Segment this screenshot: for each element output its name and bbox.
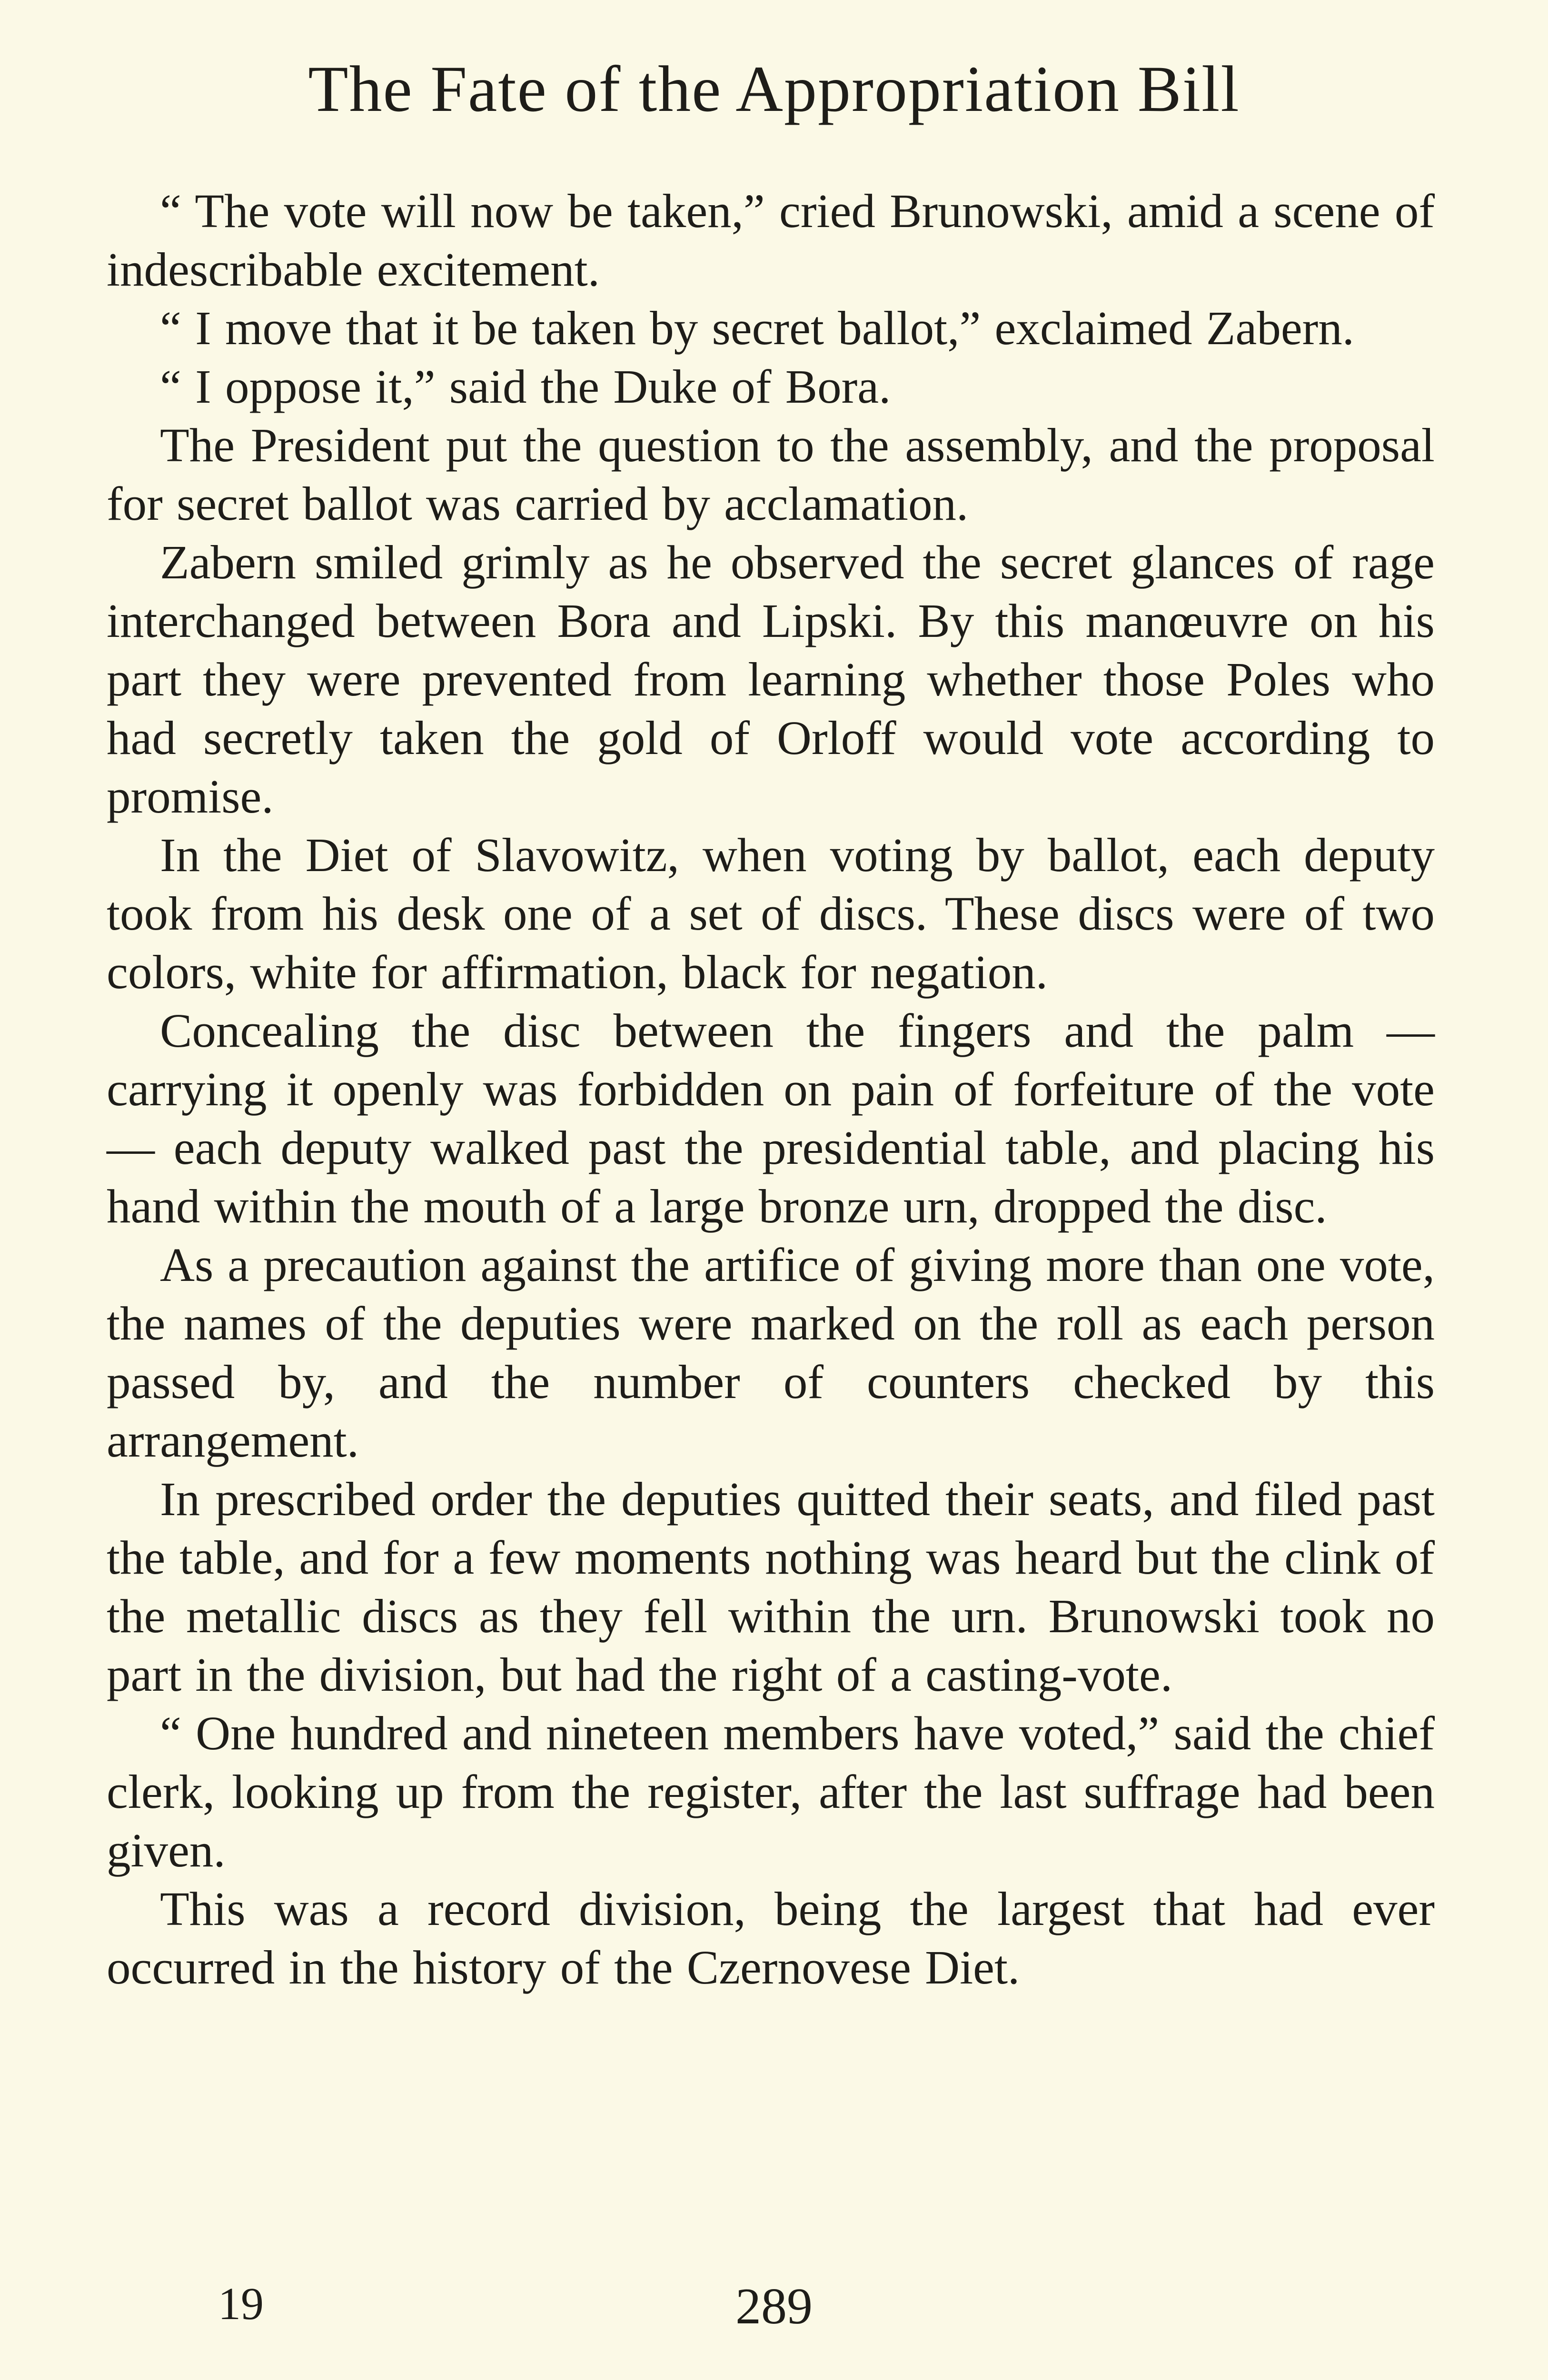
paragraph: “ The vote will now be taken,” cried Brunowski, amid a scene of indescribable excitement. [107,184,1435,296]
body-text [107,182,1435,1997]
paragraph: Zabern smiled grimly as he observed the secret glances of rage interchanged between Bora and Lipski. By this manœuvre on his part they were prevented from learning whether those Poles who had secretly taken the gold of Orloff would vote according to promise. [107,536,1435,823]
paragraph: “ I move that it be taken by secret ballot,” exclaimed Zabern. [160,301,1355,355]
paragraph: This was a record division, being the largest that had ever occurred in the history of the Czernovese Diet. [107,1882,1435,1994]
running-head: The Fate of the Appropriation Bill [308,52,1240,125]
paragraph: In prescribed order the deputies quitted their seats, and filed past the table, and for a few moments nothing was heard but the clink of the metallic discs as they fell within the urn. Brunowski took no part in the division, but had the right of a casting-vote. [107,1472,1435,1701]
page-footer [0,2278,1548,2348]
paragraph: “ I oppose it,” said the Duke of Bora. [160,360,891,413]
paragraph: The President put the question to the assembly, and the proposal for secret ballot was carried by acclamation. [107,418,1435,530]
paragraph: “ One hundred and nineteen members have voted,” said the chief clerk, looking up from the register, after the last suffrage had been given. [107,1706,1435,1877]
page-number: 289 [735,2278,813,2335]
paragraph: In the Diet of Slavowitz, when voting by ballot, each deputy took from his desk one of a set of discs. These discs were of two colors, white for affirmation, black for negation. [107,828,1435,999]
signature-mark: 19 [218,2278,264,2329]
paragraph: As a precaution against the artifice of giving more than one vote, the names of the deputies were marked on the roll as each person passed by, and the number of counters checked by this arrangement. [107,1238,1435,1467]
paragraph: Concealing the disc between the fingers and the palm — carrying it openly was forbidden on pain of forfeiture of the vote — each deputy walked past the presidential table, and placing his hand within the mouth of a large bronze urn, dropped the disc. [107,1004,1435,1233]
